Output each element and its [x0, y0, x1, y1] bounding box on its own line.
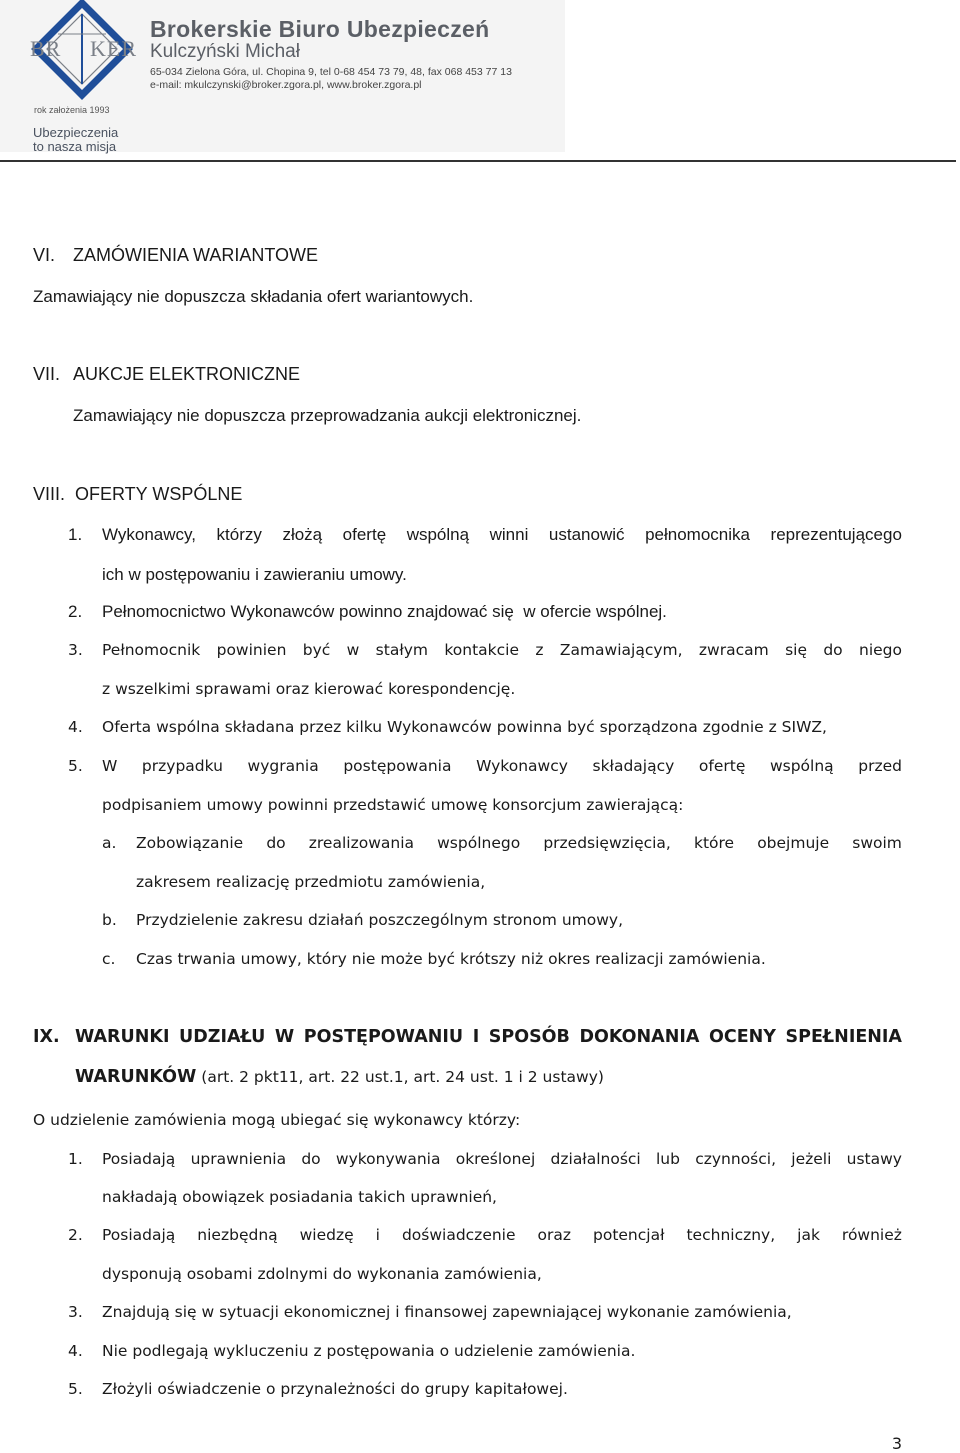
- section-legal-reference: (art. 2 pkt11, art. 22 ust.1, art. 24 ust. 1 i 2 ustawy): [196, 1068, 604, 1086]
- word: WARUNKI: [75, 1027, 170, 1047]
- word: stałym: [375, 641, 428, 659]
- word: Posiadają: [102, 1150, 176, 1168]
- list-item-number: 4.: [68, 718, 83, 736]
- list-item-line: Nie podlegają wykluczeniu z postępowania o udzielenie zamówienia.: [102, 1342, 636, 1360]
- logo-word-right: KER: [90, 36, 137, 61]
- list-item-number: 2.: [68, 1226, 83, 1244]
- list-item-line: dysponują osobami zdolnymi do wykonania zamówienia,: [102, 1265, 542, 1283]
- word: W: [102, 757, 118, 775]
- sublist-item-line: zakresem realizację przedmiotu zamówienia,: [136, 873, 486, 891]
- word: doświadczenie: [401, 1226, 516, 1244]
- word: OCENY: [708, 1027, 776, 1047]
- word: wiedzę: [299, 1226, 354, 1244]
- list-item-line: [102, 757, 902, 775]
- section-number: IX.: [33, 1027, 60, 1047]
- word: oraz: [537, 1226, 572, 1244]
- word: Zamawiającym,: [559, 641, 683, 659]
- word: złożą: [282, 525, 323, 544]
- list-item-line: [102, 641, 902, 659]
- word: swoim: [852, 834, 902, 852]
- company-address: 65-034 Zielona Góra, ul. Chopina 9, tel 0-68 454 73 79, 48, fax 068 453 77 13: [150, 66, 512, 78]
- list-item-number: 2.: [68, 602, 83, 621]
- word: ustanowić: [548, 525, 625, 544]
- word: wspólnego: [437, 834, 521, 852]
- page-number: 3: [891, 1434, 902, 1453]
- list-item-number: 5.: [68, 1380, 83, 1398]
- word: ofertę: [342, 525, 387, 544]
- word: niego: [859, 641, 902, 659]
- word: z: [535, 641, 544, 659]
- list-item-line: Złożyli oświadczenie o przynależności do grupy kapitałowej.: [102, 1380, 568, 1398]
- sublist-item-line: Przydzielenie zakresu działań poszczególnym stronom umowy,: [136, 911, 624, 929]
- word: uprawnienia: [190, 1150, 287, 1168]
- word: Wykonawcy,: [102, 525, 196, 544]
- broker-logo: [28, 0, 136, 100]
- word: wykonywania: [335, 1150, 441, 1168]
- word: którzy: [216, 525, 262, 544]
- word: winni: [489, 525, 529, 544]
- word: zrealizowania: [308, 834, 415, 852]
- word: które: [693, 834, 735, 852]
- word: DOKONANIA: [579, 1027, 700, 1047]
- company-name: Brokerskie Biuro Ubezpieczeń: [150, 16, 490, 42]
- list-item-number: 1.: [68, 1150, 83, 1168]
- list-item-number: 1.: [68, 525, 83, 544]
- section-title-line: [75, 1067, 604, 1087]
- word: lub: [655, 1150, 680, 1168]
- section-text: Zamawiający nie dopuszcza składania ofert wariantowych.: [33, 287, 474, 306]
- word: W: [274, 1027, 295, 1047]
- word: i: [375, 1226, 380, 1244]
- word: również: [841, 1226, 902, 1244]
- word: kontakcie: [444, 641, 519, 659]
- list-item-number: 5.: [68, 757, 83, 775]
- section-title: ZAMÓWIENIA WARIANTOWE: [73, 245, 319, 265]
- word: wspólną: [769, 757, 834, 775]
- word: przed: [858, 757, 902, 775]
- company-owner: Kulczyński Michał: [150, 41, 300, 62]
- section-title-line: [75, 1027, 902, 1047]
- word: jak: [797, 1226, 820, 1244]
- word: być: [302, 641, 331, 659]
- word: reprezentującego: [770, 525, 902, 544]
- list-item-line: podpisaniem umowy powinni przedstawić umowę konsorcjum zawierającą:: [102, 796, 684, 814]
- word: techniczny,: [686, 1226, 776, 1244]
- word: niezbędną: [197, 1226, 278, 1244]
- word: do: [266, 834, 286, 852]
- list-item-line: Oferta wspólna składana przez kilku Wykonawców powinna być sporządzona zgodnie z SIWZ,: [102, 718, 827, 736]
- word: Posiadają: [102, 1226, 176, 1244]
- list-item-line: Pełnomocnictwo Wykonawców powinno znajdować się w ofercie wspólnej.: [102, 602, 667, 621]
- logo-motto-line-1: Ubezpieczenia: [33, 125, 119, 140]
- word: SPEŁNIENIA: [785, 1027, 902, 1047]
- word: działalności: [550, 1150, 641, 1168]
- word: do: [823, 641, 843, 659]
- word: określonej: [455, 1150, 536, 1168]
- word: powinien: [216, 641, 287, 659]
- word: przedsięwzięcia,: [543, 834, 671, 852]
- word: zwracam: [698, 641, 769, 659]
- word: ofertę: [698, 757, 746, 775]
- word: się: [785, 641, 807, 659]
- word: UDZIAŁU: [179, 1027, 266, 1047]
- word: Zobowiązanie: [136, 834, 244, 852]
- sublist-item-letter: a.: [102, 834, 117, 852]
- section-title: OFERTY WSPÓLNE: [75, 484, 243, 504]
- word: w: [346, 641, 360, 659]
- word: wygrania: [247, 757, 319, 775]
- word: przypadku: [141, 757, 223, 775]
- word: potencjał: [593, 1226, 665, 1244]
- word: Pełnomocnik: [102, 641, 201, 659]
- list-item-line: ich w postępowaniu i zawieraniu umowy.: [102, 565, 407, 584]
- section-title-bold: WARUNKÓW: [75, 1067, 197, 1087]
- list-item-number: 3.: [68, 641, 83, 659]
- word: obejmuje: [757, 834, 830, 852]
- word: do: [301, 1150, 321, 1168]
- word: postępowania: [343, 757, 452, 775]
- word: jeżeli: [791, 1150, 832, 1168]
- list-item-line: [102, 1150, 902, 1168]
- sublist-item-letter: c.: [102, 950, 116, 968]
- list-item-number: 4.: [68, 1342, 83, 1360]
- sublist-item-line: [136, 834, 902, 852]
- word: SPOSÓB: [488, 1027, 570, 1047]
- section-number: VI.: [33, 245, 56, 265]
- section-intro: O udzielenie zamówienia mogą ubiegać się wykonawcy którzy:: [33, 1111, 521, 1129]
- sublist-item-letter: b.: [102, 911, 117, 929]
- word: ustawy: [846, 1150, 902, 1168]
- list-item-line: [102, 525, 902, 545]
- word: POSTĘPOWANIU: [303, 1027, 464, 1047]
- logo-word-left: BR: [30, 36, 62, 61]
- letterhead-divider: [0, 160, 956, 162]
- word: wspólną: [406, 525, 470, 544]
- word: czynności,: [695, 1150, 777, 1168]
- list-item-line: z wszelkimi sprawami oraz kierować korespondencję.: [102, 680, 516, 698]
- word: składający: [592, 757, 675, 775]
- list-item-line: nakładają obowiązek posiadania takich uprawnień,: [102, 1188, 497, 1206]
- list-item-line: Znajdują się w sytuacji ekonomicznej i finansowej zapewniającej wykonanie zamówienia,: [102, 1303, 792, 1321]
- logo-motto-line-2: to nasza misja: [33, 139, 117, 154]
- sublist-item-line: Czas trwania umowy, który nie może być krótszy niż okres realizacji zamówienia.: [136, 950, 766, 968]
- section-number: VIII.: [33, 484, 66, 504]
- list-item-number: 3.: [68, 1303, 83, 1321]
- section-text: Zamawiający nie dopuszcza przeprowadzania aukcji elektronicznej.: [73, 406, 582, 425]
- letterhead: [0, 0, 960, 163]
- section-title: AUKCJE ELEKTRONICZNE: [73, 364, 301, 384]
- word: I: [472, 1027, 480, 1047]
- word: pełnomocnika: [645, 525, 750, 544]
- company-contact: e-mail: mkulczynski@broker.zgora.pl, www.broker.zgora.pl: [150, 79, 422, 91]
- list-item-line: [102, 1226, 902, 1244]
- word: Wykonawcy: [476, 757, 568, 775]
- logo-founding-year: rok założenia 1993: [34, 105, 110, 115]
- section-number: VII.: [33, 364, 61, 384]
